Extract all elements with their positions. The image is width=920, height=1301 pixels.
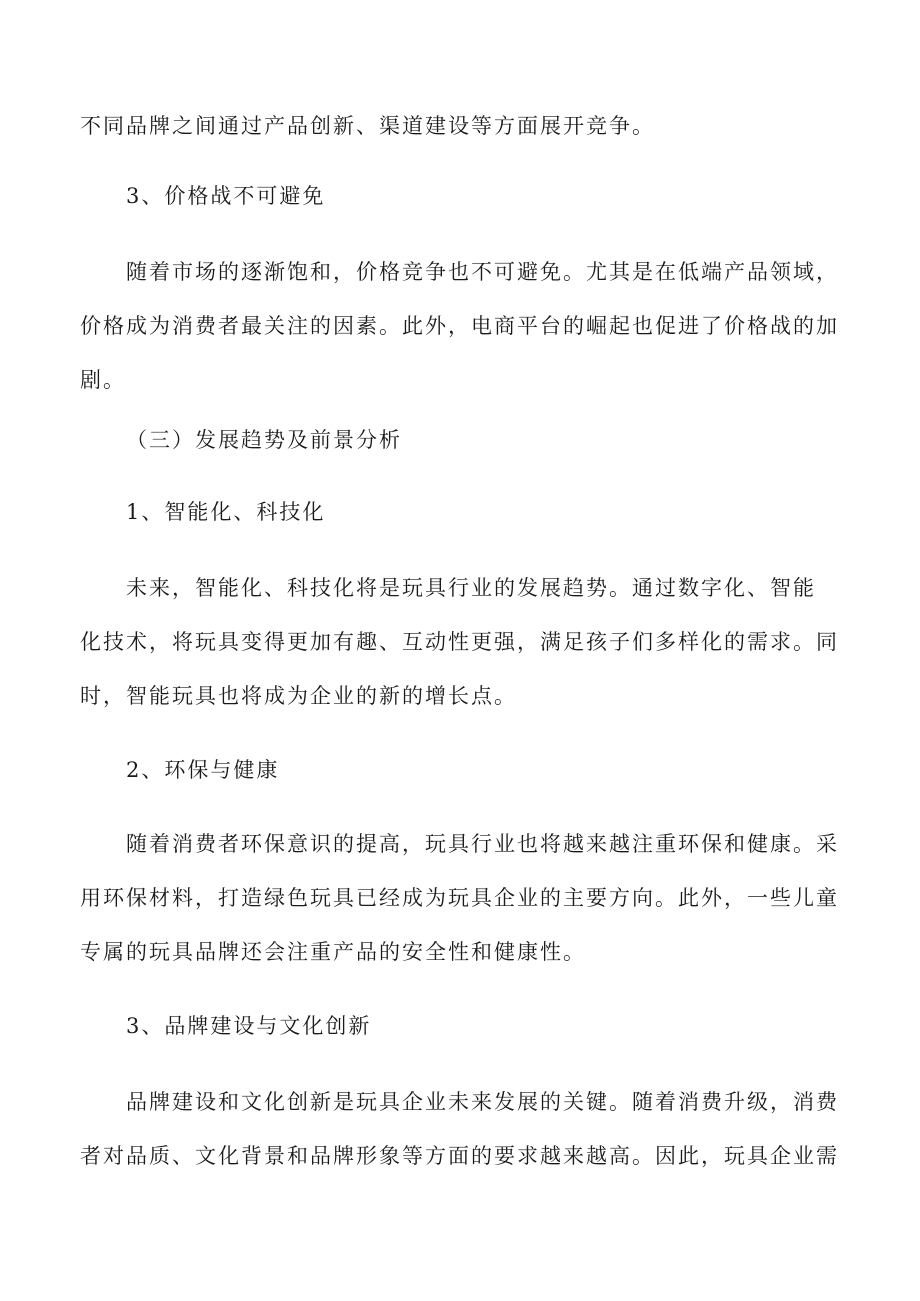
paragraph-continuation bbox=[80, 104, 850, 149]
paragraph-eco bbox=[80, 822, 850, 975]
section-title: （三）发展趋势及前景分析 bbox=[126, 428, 402, 452]
heading-smart: 1、智能化、科技化 bbox=[126, 500, 326, 524]
heading-eco: 2、环保与健康 bbox=[126, 758, 280, 782]
text-line: 用环保材料，打造绿色玩具已经成为玩具企业的主要方向。此外，一些儿童 bbox=[80, 886, 839, 910]
heading-brand: 3、品牌建设与文化创新 bbox=[126, 1014, 372, 1038]
paragraph-smart bbox=[80, 566, 850, 719]
text-line: 未来，智能化、科技化将是玩具行业的发展趋势。通过数字化、智能 bbox=[126, 576, 816, 600]
paragraph-brand bbox=[80, 1080, 850, 1179]
text-line: 专属的玩具品牌还会注重产品的安全性和健康性。 bbox=[80, 940, 586, 964]
text-line: 价格成为消费者最关注的因素。此外，电商平台的崛起也促进了价格战的加 bbox=[80, 314, 839, 338]
heading-price-war: 3、价格战不可避免 bbox=[126, 184, 326, 208]
text-line: 品牌建设和文化创新是玩具企业未来发展的关键。随着消费升级，消费 bbox=[126, 1090, 839, 1114]
text-line: 剧。 bbox=[80, 368, 126, 392]
text-line: 随着市场的逐渐饱和，价格竞争也不可避免。尤其是在低端产品领域， bbox=[126, 260, 839, 284]
paragraph-price-war bbox=[80, 250, 850, 403]
text-line: 时，智能玩具也将成为企业的新的增长点。 bbox=[80, 684, 517, 708]
text-line: 随着消费者环保意识的提高，玩具行业也将越来越注重环保和健康。采 bbox=[126, 832, 839, 856]
text-line: 不同品牌之间通过产品创新、渠道建设等方面展开竞争。 bbox=[80, 114, 655, 138]
text-line: 化技术，将玩具变得更加有趣、互动性更强，满足孩子们多样化的需求。同 bbox=[80, 630, 839, 654]
text-line: 者对品质、文化背景和品牌形象等方面的要求越来越高。因此，玩具企业需 bbox=[80, 1144, 839, 1168]
